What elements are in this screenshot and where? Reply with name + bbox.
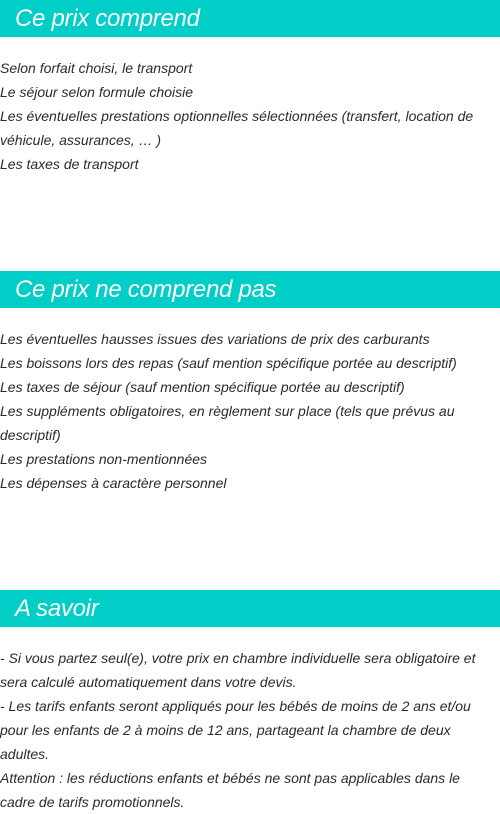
list-item: Les taxes de séjour (sauf mention spécifique portée au descriptif) — [0, 379, 405, 395]
list-item: - Les tarifs enfants seront appliqués pour les bébés de moins de 2 ans et/ou pour les enfants de 2 à moins de 12 ans, partageant la chambre de deux adultes. — [0, 698, 471, 762]
list-item: Les éventuelles hausses issues des variations de prix des carburants — [0, 331, 430, 347]
list-item: Les taxes de transport — [0, 156, 139, 172]
list-item: Les prestations non-mentionnées — [0, 451, 208, 467]
section-good-to-know — [0, 590, 500, 814]
list-item: Les suppléments obligatoires, en règlement sur place (tels que prévus au descriptif) — [0, 403, 455, 443]
list-item: Le séjour selon formule choisie — [0, 84, 193, 100]
section-body-good-to-know — [0, 646, 500, 814]
section-body-price-includes — [0, 56, 500, 176]
list-item: Les boissons lors des repas (sauf mention spécifique portée au descriptif) — [0, 355, 457, 371]
list-item: Attention : les réductions enfants et bébés ne sont pas applicables dans le cadre de tarifs promotionnels. — [0, 770, 460, 810]
list-item: - Si vous partez seul(e), votre prix en chambre individuelle sera obligatoire et sera calculé automatiquement dans votre devis. — [0, 650, 476, 690]
section-title-good-to-know: A savoir — [0, 590, 500, 627]
section-title-price-includes: Ce prix comprend — [0, 0, 500, 37]
section-body-price-excludes — [0, 327, 500, 495]
list-item: Les dépenses à caractère personnel — [0, 475, 227, 491]
list-item: Les éventuelles prestations optionnelles sélectionnées (transfert, location de véhicule, assurances, … ) — [0, 108, 474, 148]
section-price-includes — [0, 0, 500, 176]
section-title-price-excludes: Ce prix ne comprend pas — [0, 271, 500, 308]
section-price-excludes — [0, 271, 500, 495]
list-item: Selon forfait choisi, le transport — [0, 60, 193, 76]
